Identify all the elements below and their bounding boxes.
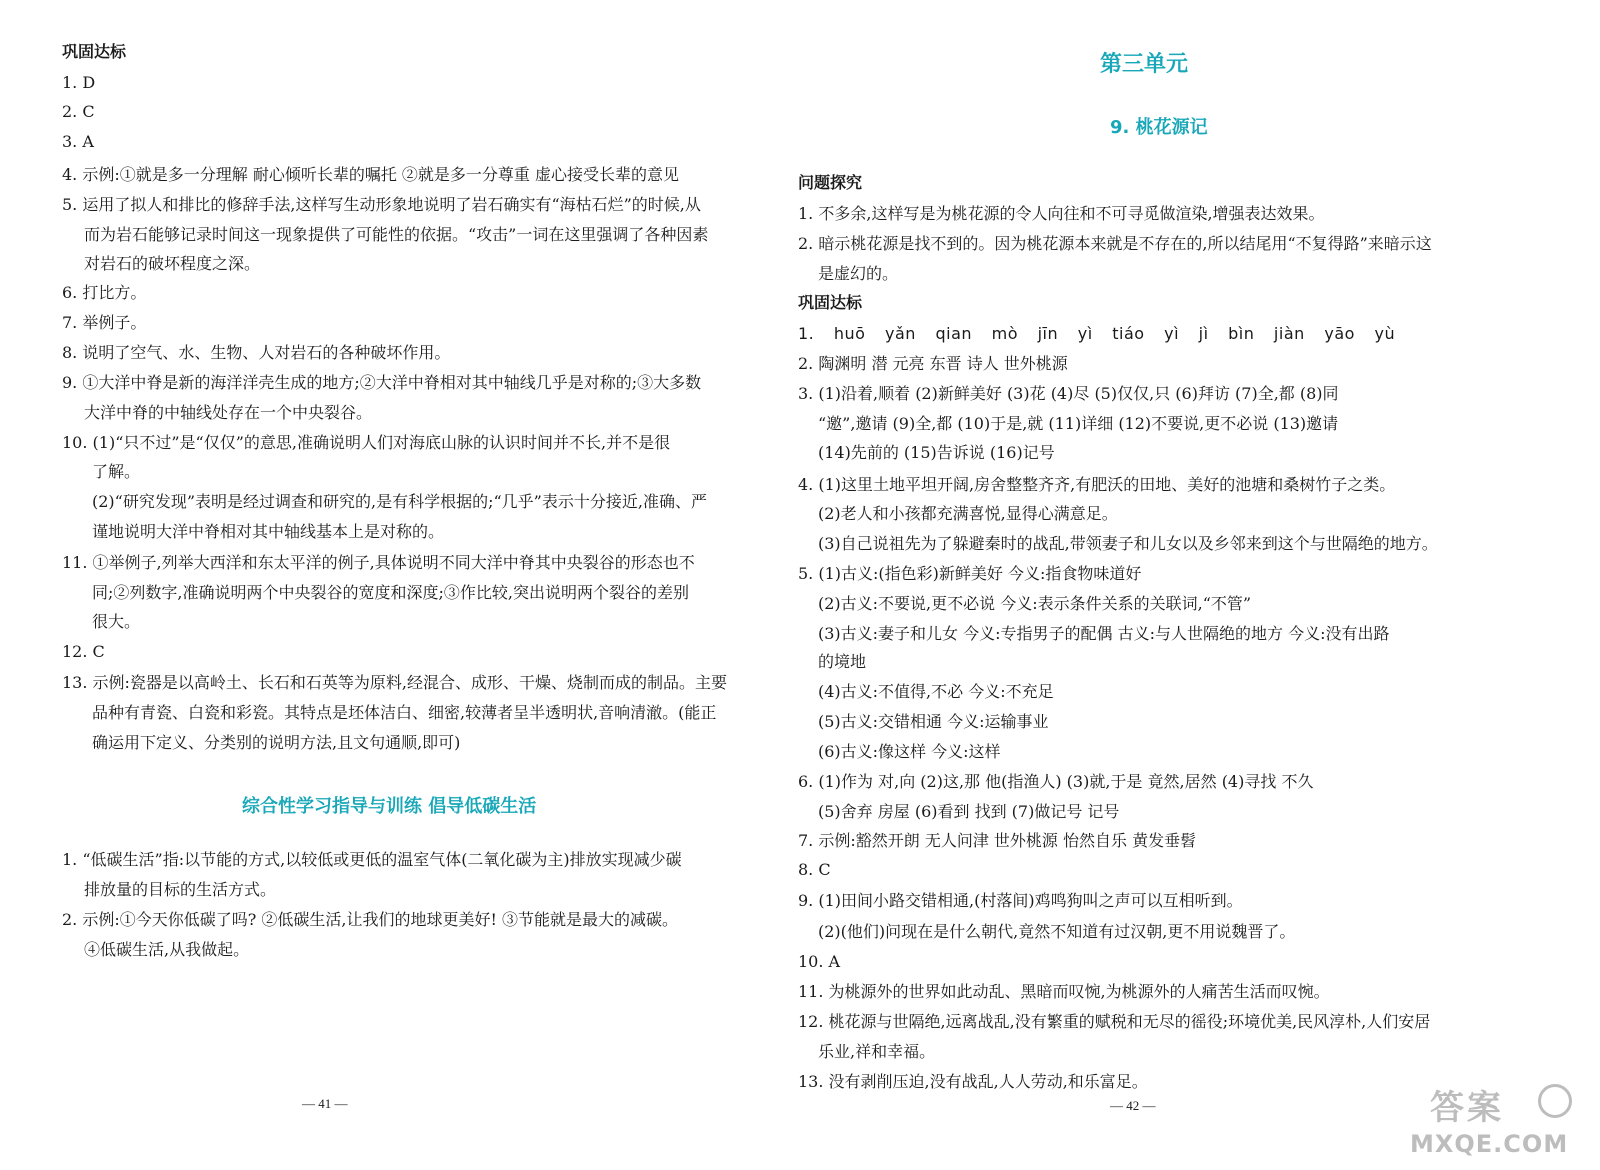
answer-line: 5. (1)古义:(指色彩)新鲜美好 今义:指食物味道好 [798,564,1142,583]
answer-line: 4. (1)这里土地平坦开阔,房舍整整齐齐,有肥沃的田地、美好的池塘和桑树竹子之类。 [798,475,1396,494]
answer-line: 1. D [62,73,96,92]
answer-line: 7. 示例:豁然开朗 无人问津 世外桃源 怡然自乐 黄发垂髫 [798,831,1197,850]
watermark-circle-icon [1538,1084,1572,1118]
answer-line: 了解。 [92,462,141,481]
answer-line: 同;②列数字,准确说明两个中央裂谷的宽度和深度;③作比较,突出说明两个裂谷的差别 [92,583,689,602]
answer-line: 10. (1)“只不过”是“仅仅”的意思,准确说明人们对海底山脉的认识时间并不长,并不是很 [62,433,671,452]
answer-line: 8. C [798,860,831,879]
answer-line: 1. 不多余,这样写是为桃花源的令人向往和不可寻觅做渲染,增强表达效果。 [798,204,1325,223]
answer-line: 乐业,祥和幸福。 [818,1042,936,1061]
answer-line: 11. 为桃源外的世界如此动乱、黑暗而叹惋,为桃源外的人痛苦生活而叹惋。 [798,982,1330,1001]
answer-line: (2)“研究发现”表明是经过调查和研究的,是有科学根据的;“几乎”表示十分接近,准确、严 [92,492,707,511]
answer-line: “邀”,邀请 (9)全,都 (10)于是,就 (11)详细 (12)不要说,更不必说 (13)邀请 [818,414,1339,433]
answer-line: 的境地 [818,652,867,671]
answer-line: 7. 举例子。 [62,313,147,332]
answer-line: (2)老人和小孩都充满喜悦,显得心满意足。 [818,504,1118,523]
answer-line: 12. 桃花源与世隔绝,远离战乱,没有繁重的赋税和无尽的徭役;环境优美,民风淳朴,人们安居 [798,1012,1431,1031]
answer-line: 大洋中脊的中轴线处存在一个中央裂谷。 [84,403,373,422]
answer-line: 13. 示例:瓷器是以高岭土、长石和石英等为原料,经混合、成形、干燥、烧制而成的制品。主要 [62,673,728,692]
watermark-domain: MXQE.COM [1410,1130,1569,1158]
answer-line: 2. C [62,102,95,121]
section-title-low-carbon: 综合性学习指导与训练 倡导低碳生活 [242,796,537,817]
answer-line: 2. 示例:①今天你低碳了吗? ②低碳生活,让我们的地球更美好! ③节能就是最大的减碳。 [62,910,679,929]
answer-line: (5)古义:交错相通 今义:运输事业 [818,712,1049,731]
answer-line: 确运用下定义、分类别的说明方法,且文句通顺,即可) [92,733,461,752]
answer-line: (3)古义:妻子和儿女 今义:专指男子的配偶 古义:与人世隔绝的地方 今义:没有出路 [818,624,1390,643]
answer-line: 10. A [798,952,841,971]
answer-line: 9. (1)田间小路交错相通,(村落间)鸡鸣狗叫之声可以互相听到。 [798,891,1243,910]
answer-line: 9. ①大洋中脊是新的海洋洋壳生成的地方;②大洋中脊相对其中轴线几乎是对称的;③大多数 [62,373,702,392]
answer-line: 谨地说明大洋中脊相对其中轴线基本上是对称的。 [92,522,445,541]
answer-line: 12. C [62,642,105,661]
answer-line: (3)自己说祖先为了躲避秦时的战乱,带领妻子和儿女以及乡邻来到这个与世隔绝的地方。 [818,534,1438,553]
answer-line: ④低碳生活,从我做起。 [84,940,250,959]
watermark-logo [1410,1080,1590,1160]
answer-line: 13. 没有剥削压迫,没有战乱,人人劳动,和乐富足。 [798,1072,1148,1091]
section-heading-consolidation: 巩固达标 [62,42,127,61]
answer-line: 4. 示例:①就是多一分理解 耐心倾听长辈的嘱托 ②就是多一分尊重 虚心接受长辈的意见 [62,165,680,184]
answer-line: 8. 说明了空气、水、生物、人对岩石的各种破坏作用。 [62,343,451,362]
answer-line: 6. (1)作为 对,向 (2)这,那 他(指渔人) (3)就,于是 竟然,居然 (4)寻找 不久 [798,772,1314,791]
answer-line: 1. “低碳生活”指:以节能的方式,以较低或更低的温室气体(二氧化碳为主)排放实现减少碳 [62,850,682,869]
section-heading-consolidation: 巩固达标 [798,293,863,312]
answer-line: 对岩石的破坏程度之深。 [84,254,261,273]
answer-line: 11. ①举例子,列举大西洋和东太平洋的例子,具体说明不同大洋中脊其中央裂谷的形态也不 [62,553,695,572]
answer-line: 3. (1)沿着,顺着 (2)新鲜美好 (3)花 (4)尽 (5)仅仅,只 (6)拜访 (7)全,都 (8)同 [798,384,1339,403]
pinyin-answer-line: 1. huō yǎn qian mò jīn yì tiáo yì jì bìn jiàn yāo yù [798,324,1396,343]
answer-line: 品种有青瓷、白瓷和彩瓷。其特点是坯体洁白、细密,较薄者呈半透明状,音响清澈。(能正 [92,703,717,722]
answer-line: (6)古义:像这样 今义:这样 [818,742,1001,761]
answer-line: 2. 陶渊明 潜 元亮 东晋 诗人 世外桃源 [798,354,1068,373]
answer-line: (5)舍弃 房屋 (6)看到 找到 (7)做记号 记号 [818,802,1120,821]
unit-title: 第三单元 [1100,52,1189,77]
answer-line: 6. 打比方。 [62,283,147,302]
answer-line: 3. A [62,132,94,151]
section-heading-inquiry: 问题探究 [798,173,863,192]
lesson-title: 9. 桃花源记 [1110,117,1208,138]
watermark-title: 答案 [1430,1088,1504,1128]
answer-line: 5. 运用了拟人和排比的修辞手法,这样写生动形象地说明了岩石确实有“海枯石烂”的时候,从 [62,195,701,214]
answer-line: (2)古义:不要说,更不必说 今义:表示条件关系的关联词,“不管” [818,594,1252,613]
right-page [798,0,1555,1170]
left-page [62,0,792,1170]
answer-line: 而为岩石能够记录时间这一现象提供了可能性的依据。“攻击”一词在这里强调了各种因素 [84,225,709,244]
answer-line: 2. 暗示桃花源是找不到的。因为桃花源本来就是不存在的,所以结尾用“不复得路”来暗示这 [798,234,1432,253]
answer-line: 排放量的目标的生活方式。 [84,880,277,899]
answer-line: (2)(他们)问现在是什么朝代,竟然不知道有过汉朝,更不用说魏晋了。 [818,922,1296,941]
answer-line: 是虚幻的。 [818,264,899,283]
page-number: — 41 — [302,1096,348,1111]
answer-line: (4)古义:不值得,不必 今义:不充足 [818,682,1054,701]
answer-line: (14)先前的 (15)告诉说 (16)记号 [818,443,1055,462]
page-number: — 42 — [1110,1098,1156,1113]
answer-line: 很大。 [92,612,141,631]
